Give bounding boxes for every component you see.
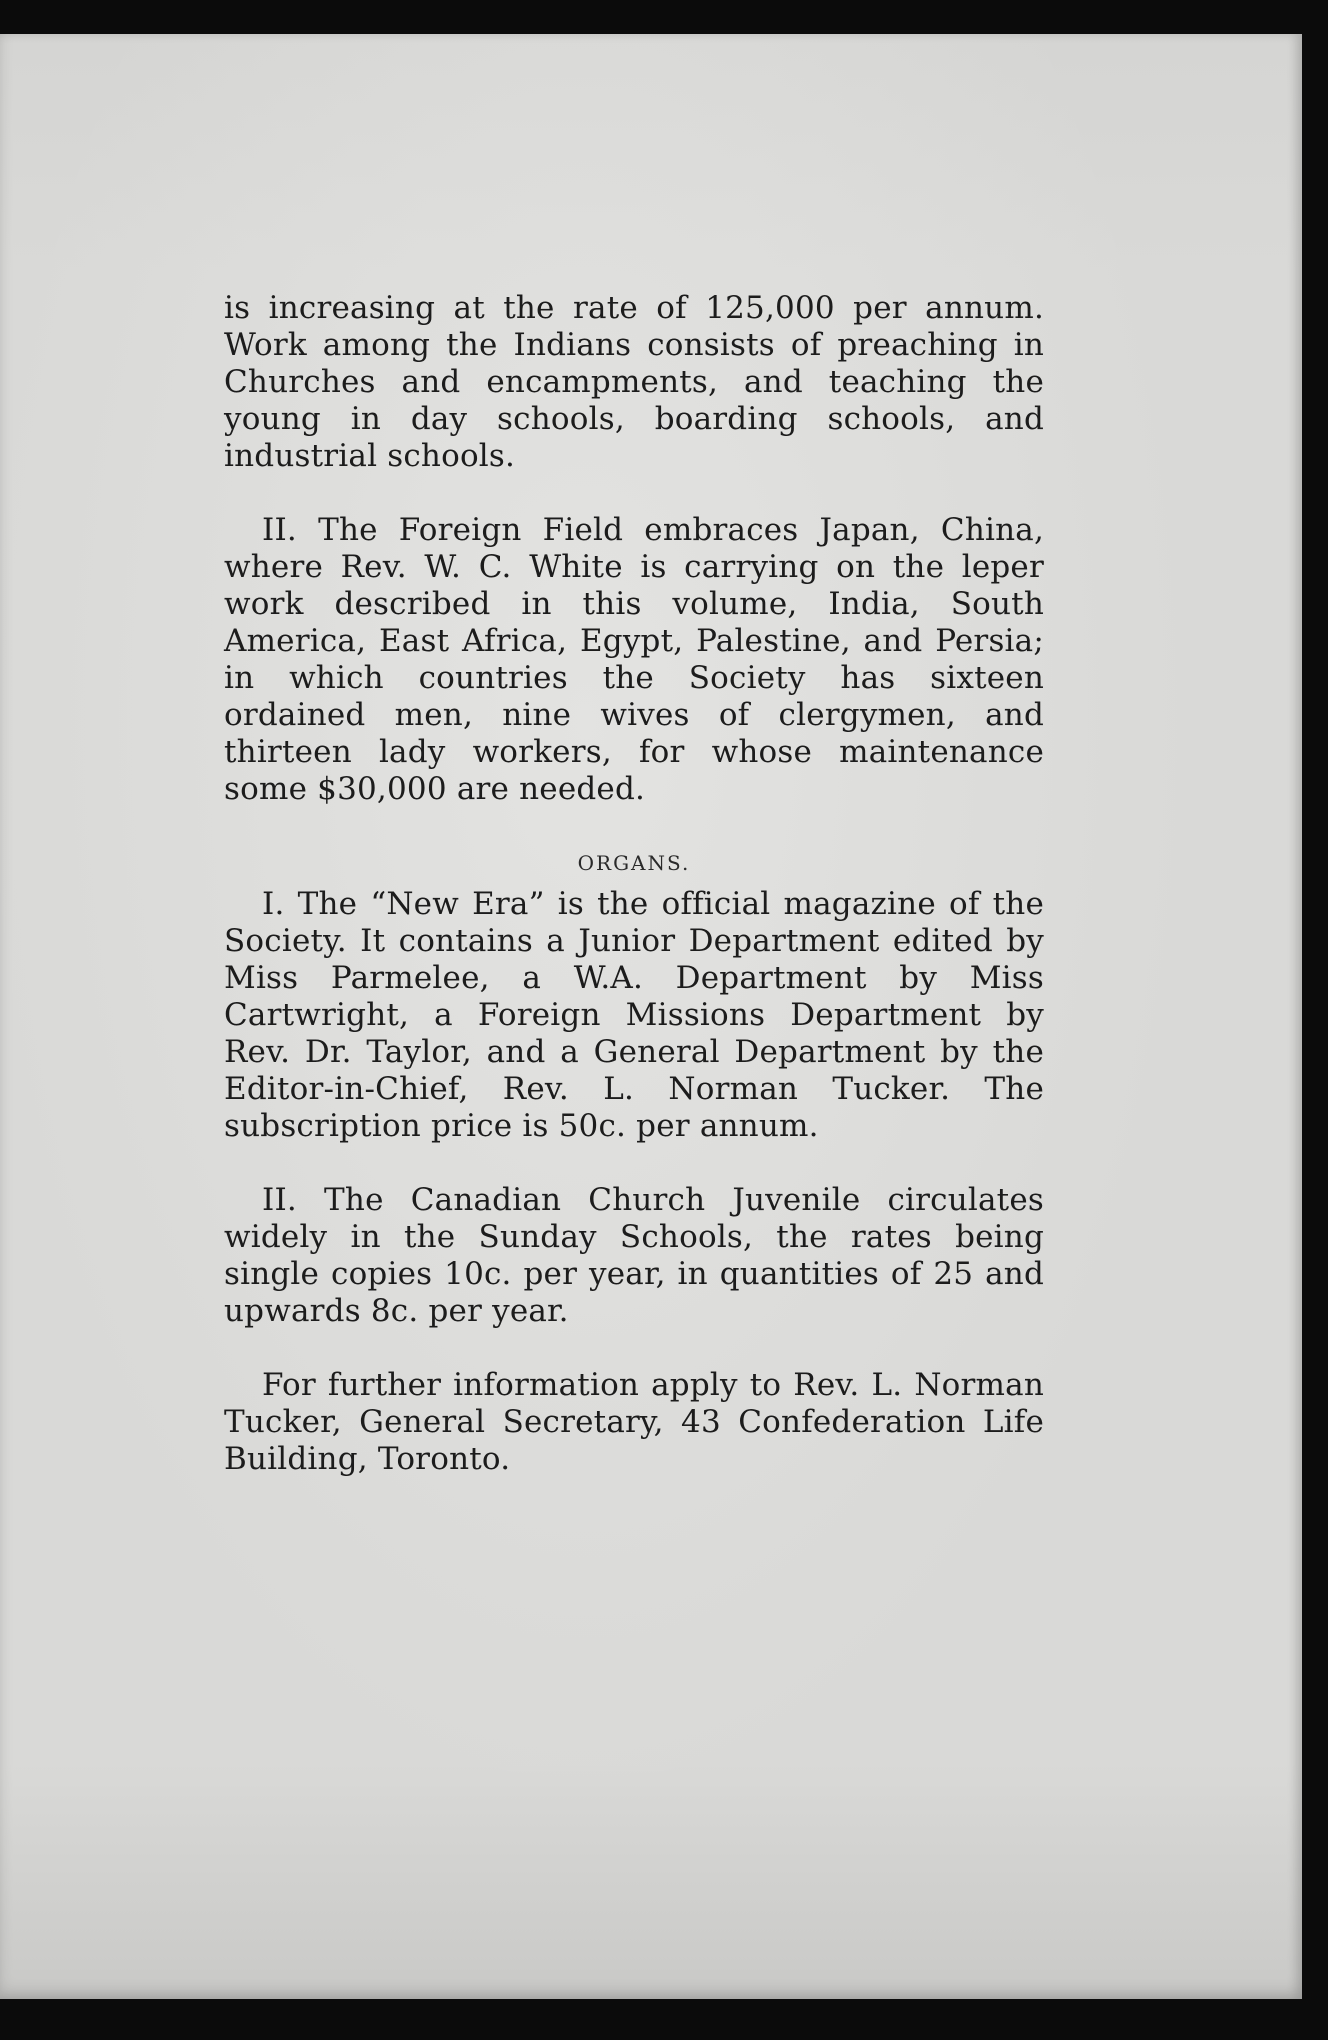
- paragraph-contact-information: For further information apply to Rev. L. Norman Tucker, General Secretary, 43 Confederation Life Building, Toronto.: [224, 1367, 1044, 1477]
- paragraph-canadian-church-juvenile: II. The Canadian Church Juvenile circulates widely in the Sunday Schools, the rates being single copies 10c. per year, in quantities of 25 and upwards 8c. per year.: [224, 1182, 1044, 1329]
- paragraph-new-era: I. The “New Era” is the official magazine of the Society. It contains a Junior Department edited by Miss Parmelee, a W.A. Department by Miss Cartwright, a Foreign Missions Department by Rev. Dr. Taylor, and a General Department by the Editor-in-Chief, Rev. L. Norman Tucker. The subscription price is 50c. per annum.: [224, 886, 1044, 1144]
- book-page: [0, 34, 1302, 1999]
- paragraph-indian-work: is increasing at the rate of 125,000 per annum. Work among the Indians consists of preaching in Churches and encampments, and teaching the young in day schools, boarding schools, and industrial schools.: [224, 290, 1044, 474]
- page-text-block: [224, 290, 1044, 1478]
- section-heading-organs: ORGANS.: [577, 851, 691, 875]
- paragraph-foreign-field: II. The Foreign Field embraces Japan, China, where Rev. W. C. White is carrying on the leper work described in this volume, India, South America, East Africa, Egypt, Palestine, and Persia; in which countries the Society has sixteen ordained men, nine wives of clergymen, and thirteen lady workers, for whose maintenance some $30,000 are needed.: [224, 512, 1044, 807]
